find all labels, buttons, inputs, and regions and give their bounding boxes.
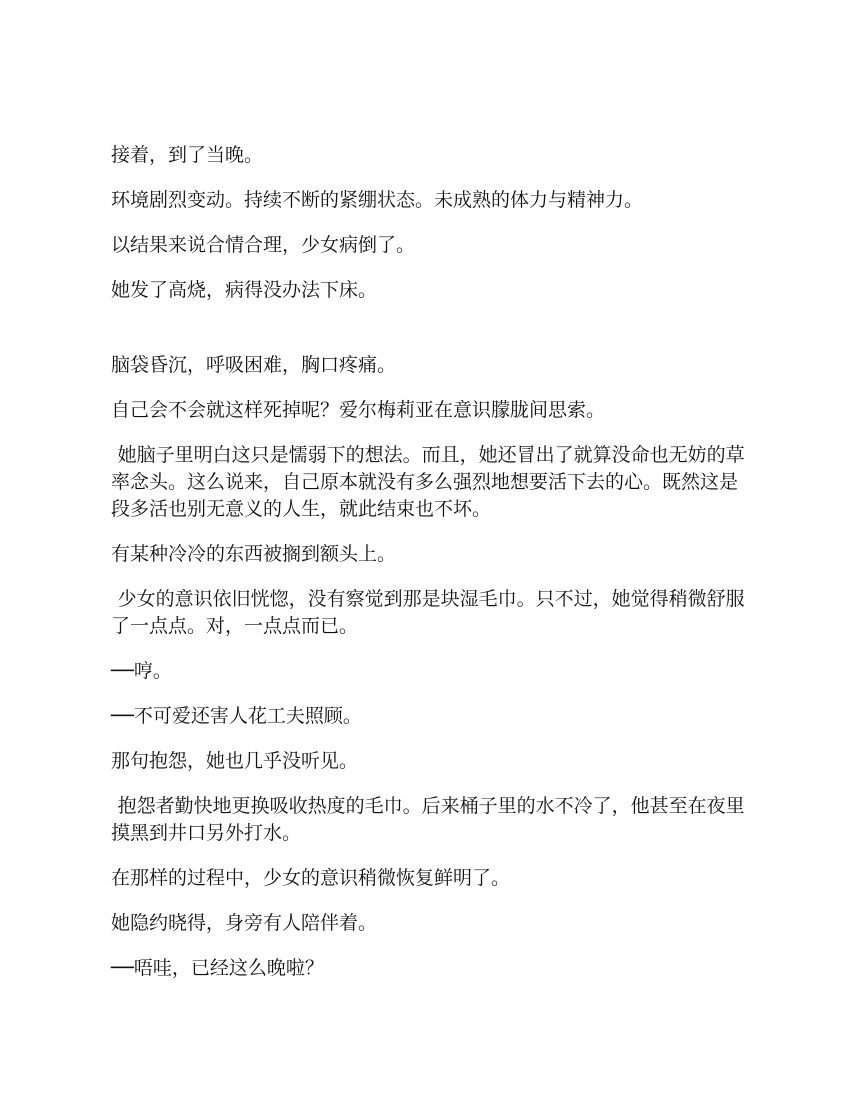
paragraph: 她脑子里明白这只是懦弱下的想法。而且，她还冒出了就算没命也无妨的草率念头。这么说来，自己原本就没有多么强烈地想要活下去的心。既然这是段多活也别无意义的人生，就此结束也不坏。 (111, 444, 745, 520)
paragraph: 她发了高烧，病得没办法下床。 (111, 279, 378, 301)
paragraph: 那句抱怨，她也几乎没听见。 (111, 750, 359, 772)
paragraph: 少女的意识依旧恍惚，没有察觉到那是块湿毛巾。只不过，她觉得稍微舒服了一点点。对，一点点而已。 (111, 588, 745, 637)
paragraph: 环境剧烈变动。持续不断的紧绷状态。未成熟的体力与精神力。 (111, 189, 644, 211)
paragraph: 在那样的过程中，少女的意识稍微恢复鲜明了。 (111, 867, 511, 889)
paragraph: 有某种冷冷的东西被搁到额头上。 (111, 543, 397, 565)
paragraph: 抱怨者勤快地更换吸收热度的毛巾。后来桶子里的水不冷了，他甚至在夜里摸黑到井口另外打水。 (111, 795, 745, 844)
paragraph: 脑袋昏沉，呼吸困难，胸口疼痛。 (111, 354, 397, 376)
paragraph: 她隐约晓得，身旁有人陪伴着。 (111, 912, 378, 934)
paragraph: 自己会不会就这样死掉呢？爱尔梅莉亚在意识朦胧间思索。 (111, 399, 606, 421)
paragraph: 以结果来说合情合理，少女病倒了。 (111, 234, 416, 256)
dialogue-line: ──哼。 (111, 660, 172, 682)
body-text (111, 142, 751, 1000)
paragraph: 接着，到了当晚。 (111, 144, 264, 166)
dialogue-line: ──不可爱还害人花工夫照顾。 (111, 705, 362, 727)
dialogue-line: ──唔哇，已经这么晚啦？ (111, 957, 324, 979)
